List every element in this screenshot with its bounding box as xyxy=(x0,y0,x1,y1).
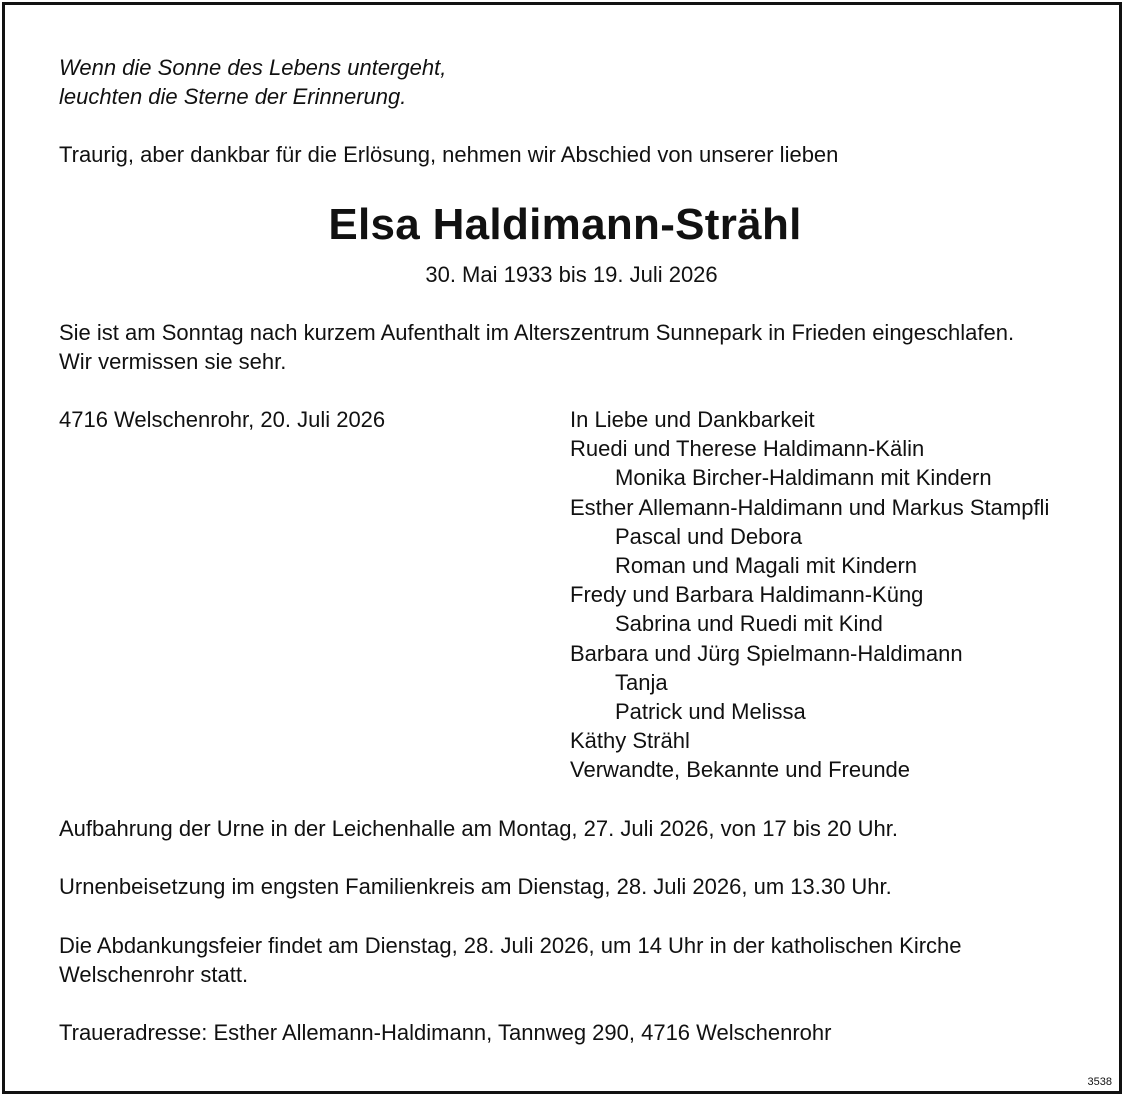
abdankung-line-1: Die Abdankungsfeier findet am Dienstag, 28. Juli 2026, um 14 Uhr in der katholischen Kirche xyxy=(59,933,962,958)
family-member-line: Sabrina und Ruedi mit Kind xyxy=(615,611,883,637)
family-member-line: Monika Bircher-Haldimann mit Kindern xyxy=(615,465,992,491)
family-member-line: Roman und Magali mit Kindern xyxy=(615,553,918,579)
abdankung-line-2: Welschenrohr statt. xyxy=(59,962,249,987)
deceased-name: Elsa Haldimann-Strähl xyxy=(328,200,802,249)
family-member-line: Barbara und Jürg Spielmann-Haldimann xyxy=(570,640,963,666)
motto-line-2: leuchten die Sterne der Erinnerung. xyxy=(59,84,407,109)
message-line-1: Sie ist am Sonntag nach kurzem Aufenthalt im Alterszentrum Sunnepark in Frieden eingeschlafen. xyxy=(59,320,1015,345)
family-member-line: Verwandte, Bekannte und Freunde xyxy=(570,757,911,783)
family-list xyxy=(570,405,1110,785)
traueradresse-text: Traueradresse: Esther Allemann-Haldimann, Tannweg 290, 4716 Welschenrohr xyxy=(59,1020,832,1045)
family-member-line: Patrick und Melissa xyxy=(615,699,806,725)
family-member-line: In Liebe und Dankbarkeit xyxy=(570,407,815,432)
family-member-line: Ruedi und Therese Haldimann-Kälin xyxy=(570,436,925,462)
message-line-2: Wir vermissen sie sehr. xyxy=(59,349,287,374)
family-member-line: Käthy Strähl xyxy=(570,728,690,754)
motto-line-1: Wenn die Sonne des Lebens untergeht, xyxy=(59,55,447,80)
life-dates: 30. Mai 1933 bis 19. Juli 2026 xyxy=(425,262,718,287)
aufbahrung-text: Aufbahrung der Urne in der Leichenhalle am Montag, 27. Juli 2026, von 17 bis 20 Uhr. xyxy=(59,816,898,841)
family-member-line: Tanja xyxy=(615,669,668,695)
family-member-line: Fredy und Barbara Haldimann-Küng xyxy=(570,582,924,608)
intro-text: Traurig, aber dankbar für die Erlösung, nehmen wir Abschied von unserer lieben xyxy=(59,142,839,167)
family-member-line: Pascal und Debora xyxy=(615,523,803,549)
beisetzung-text: Urnenbeisetzung im engsten Familienkreis am Dienstag, 28. Juli 2026, um 13.30 Uhr. xyxy=(59,874,892,899)
reference-number: 3538 xyxy=(1087,1076,1112,1088)
place-date: 4716 Welschenrohr, 20. Juli 2026 xyxy=(59,407,386,432)
family-member-line: Esther Allemann-Haldimann und Markus Stampfli xyxy=(570,494,1050,520)
